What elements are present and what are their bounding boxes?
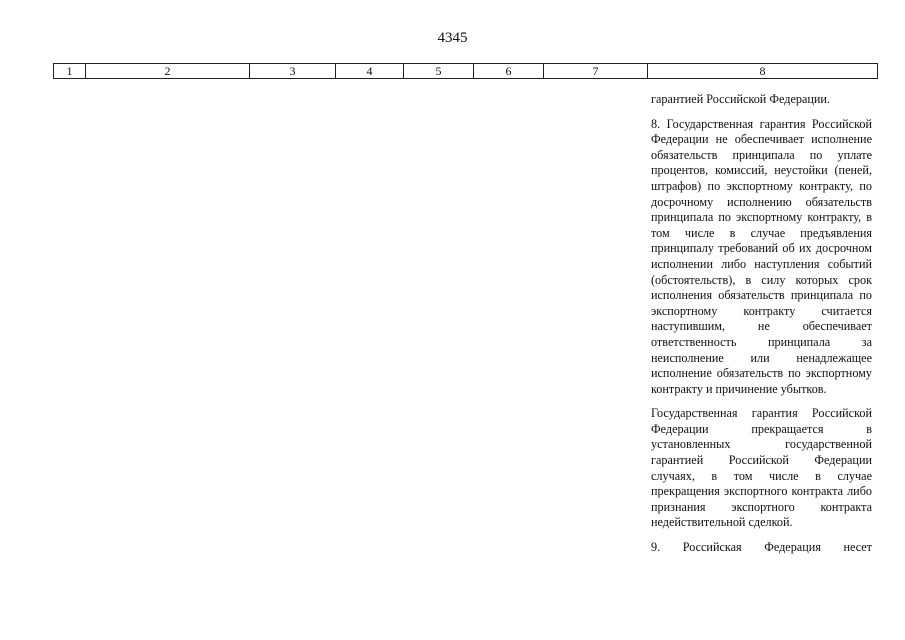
column-number-cell: 4 [336,64,404,79]
column-8-text [651,92,872,565]
column-number-row [54,64,878,79]
column-number-cell: 1 [54,64,86,79]
paragraph-item-8: 8. Государственная гарантия Российской Федерации не обеспечивает исполнение обязательств принципала по уплате процентов, комиссий, неустойки (пеней, штрафов) по экспортному контракту, по досрочному исполнению обязательств принципала по экспортному контракту, в том числе в случае предъявления принципалу требований об их досрочном исполнении либо наступления событий (обстоятельств), в силу которых срок исполнения обязательств принципала по экспортному контракту считается наступившим, не обеспечивает ответственность принципала за неисполнение или ненадлежащее исполнение обязательств по экспортному контракту и причинение убытков. [651,116,872,396]
column-number-cell: 5 [404,64,474,79]
paragraph-guarantee-termination: Государственная гарантия Российской Федерации прекращается в установленных государственной гарантией Российской Федерации случаях, в том числе в случае прекращения экспортного контракта либо признания экспортного контракта недействительной сделкой. [651,406,872,530]
page-number: 4345 [437,30,468,46]
column-number-cell: 3 [250,64,336,79]
column-number-header-table [53,63,878,79]
paragraph-continuation: гарантией Российской Федерации. [651,92,830,106]
column-number-cell: 8 [648,64,878,79]
column-number-cell: 2 [86,64,250,79]
column-number-cell: 7 [544,64,648,79]
paragraph-item-9: 9. Российская Федерация несет [651,540,872,555]
column-number-cell: 6 [474,64,544,79]
